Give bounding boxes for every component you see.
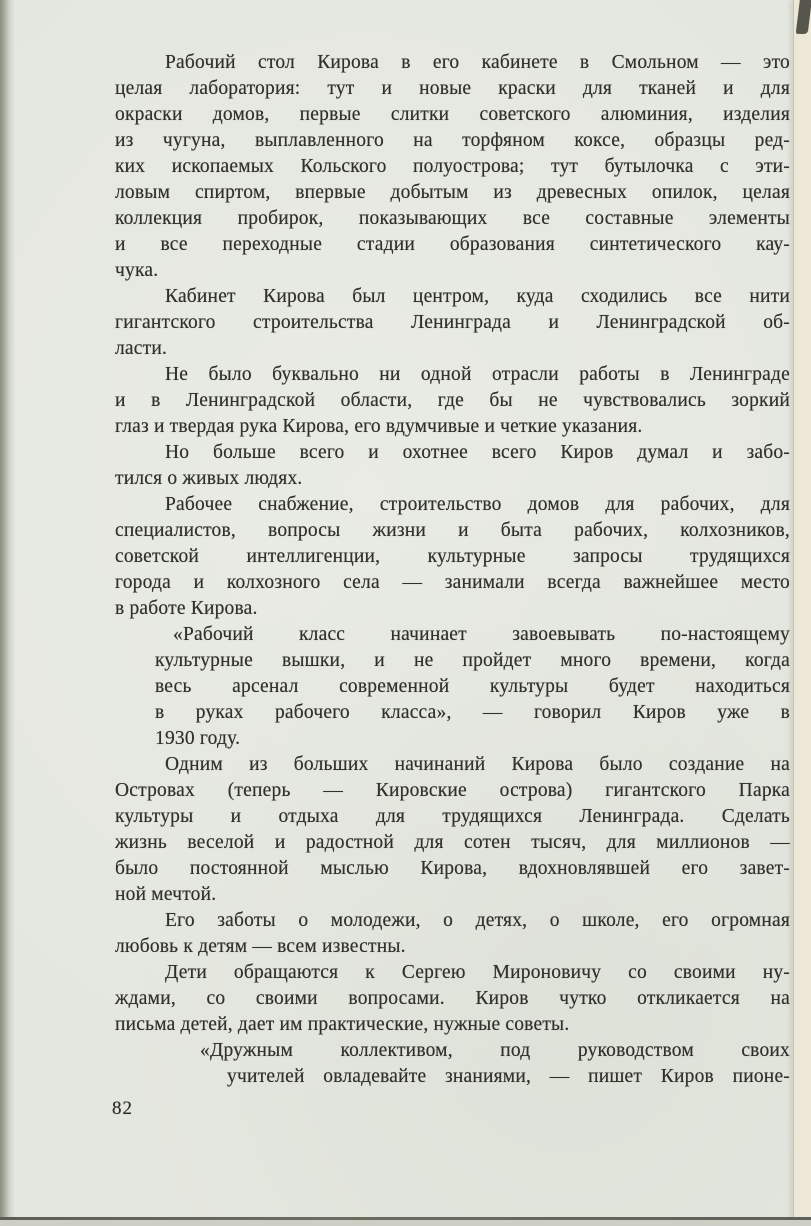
text-line: Не было буквально ни одной отрасли работы в Ленинграде <box>165 364 790 385</box>
text-line: в руках рабочего класса», — говорил Киров уже в <box>155 702 790 723</box>
paragraph <box>115 284 790 362</box>
text-line: «Дружным коллективом, под руководством своих <box>200 1040 790 1061</box>
text-line: письма детей, дает им практические, нужные советы. <box>115 1014 570 1035</box>
text-line: ждами, со своими вопросами. Киров чутко откликается на <box>115 988 790 1009</box>
text-line: «Рабочий класс начинает завоевывать по-настоящему <box>173 624 790 645</box>
paragraph <box>115 752 790 908</box>
text-line: учителей овладевайте знаниями, — пишет Киров пионе- <box>227 1066 790 1087</box>
text-line: Одним из больших начинаний Кирова было создание на <box>165 754 790 775</box>
text-block <box>115 50 790 1090</box>
text-line: любовь к детям — всем известны. <box>115 936 406 957</box>
paragraph <box>115 440 790 492</box>
page-left-edge <box>0 0 15 1226</box>
page-number: 82 <box>112 1098 133 1119</box>
text-line: чука. <box>115 260 159 281</box>
text-line: города и колхозного села — занимали всегда важнейшее место <box>115 572 790 593</box>
text-line: в работе Кирова. <box>115 598 258 619</box>
paragraph <box>115 492 790 622</box>
text-line: культурные вышки, и не пройдет много времени, когда <box>155 650 790 671</box>
text-line: Кабинет Кирова был центром, куда сходились все нити <box>165 286 790 307</box>
text-line: было постоянной мыслью Кирова, вдохновлявшей его завет- <box>115 858 790 879</box>
paragraph <box>115 960 790 1038</box>
text-line: Его заботы о молодежи, о детях, о школе, его огромная <box>165 910 790 931</box>
text-line: Дети обращаются к Сергею Мироновичу со своими ну- <box>165 962 790 983</box>
page-right-edge <box>793 0 811 1226</box>
text-line: гигантского строительства Ленинграда и Ленинградской об- <box>115 312 790 333</box>
text-line: из чугуна, выплавленного на торфяном коксе, образцы ред- <box>115 130 790 151</box>
text-line: советской интеллигенции, культурные запросы трудящихся <box>115 546 790 567</box>
paragraph <box>115 908 790 960</box>
text-line: 1930 году. <box>155 728 241 749</box>
text-line: коллекция пробирок, показывающих все составные элементы <box>115 208 790 229</box>
scan-bottom-margin <box>0 1220 811 1226</box>
text-line: ной мечтой. <box>115 884 217 905</box>
text-line: глаз и твердая рука Кирова, его вдумчивые и четкие указания. <box>115 416 643 437</box>
text-line: жизнь веселой и радостной для сотен тысяч, для миллионов — <box>115 832 790 853</box>
text-line: специалистов, вопросы жизни и быта рабочих, колхозников, <box>115 520 790 541</box>
text-line: культуры и отдыха для трудящихся Ленинграда. Сделать <box>115 806 790 827</box>
text-line: Рабочее снабжение, строительство домов для рабочих, для <box>165 494 790 515</box>
text-line: и в Ленинградской области, где бы не чувствовались зоркий <box>115 390 790 411</box>
text-line: целая лаборатория: тут и новые краски для тканей и для <box>115 78 790 99</box>
text-line: ких ископаемых Кольского полуострова; тут бутылочка с эти- <box>115 156 790 177</box>
text-line: Островах (теперь — Кировские острова) гигантского Парка <box>115 780 790 801</box>
text-line: и все переходные стадии образования синтетического кау- <box>115 234 790 255</box>
paragraph <box>200 1038 790 1090</box>
text-line: ловым спиртом, впервые добытым из древесных опилок, целая <box>115 182 790 203</box>
paragraph <box>155 622 790 752</box>
text-line: Но больше всего и охотнее всего Киров думал и забо- <box>165 442 790 463</box>
text-line: весь арсенал современной культуры будет находиться <box>155 676 790 697</box>
text-line: окраски домов, первые слитки советского алюминия, изделия <box>115 104 790 125</box>
text-line: ласти. <box>115 338 168 359</box>
paragraph <box>115 362 790 440</box>
text-line: Рабочий стол Кирова в его кабинете в Смольном — это <box>165 52 790 73</box>
text-line: тился о живых людях. <box>115 468 303 489</box>
paragraph <box>115 50 790 284</box>
